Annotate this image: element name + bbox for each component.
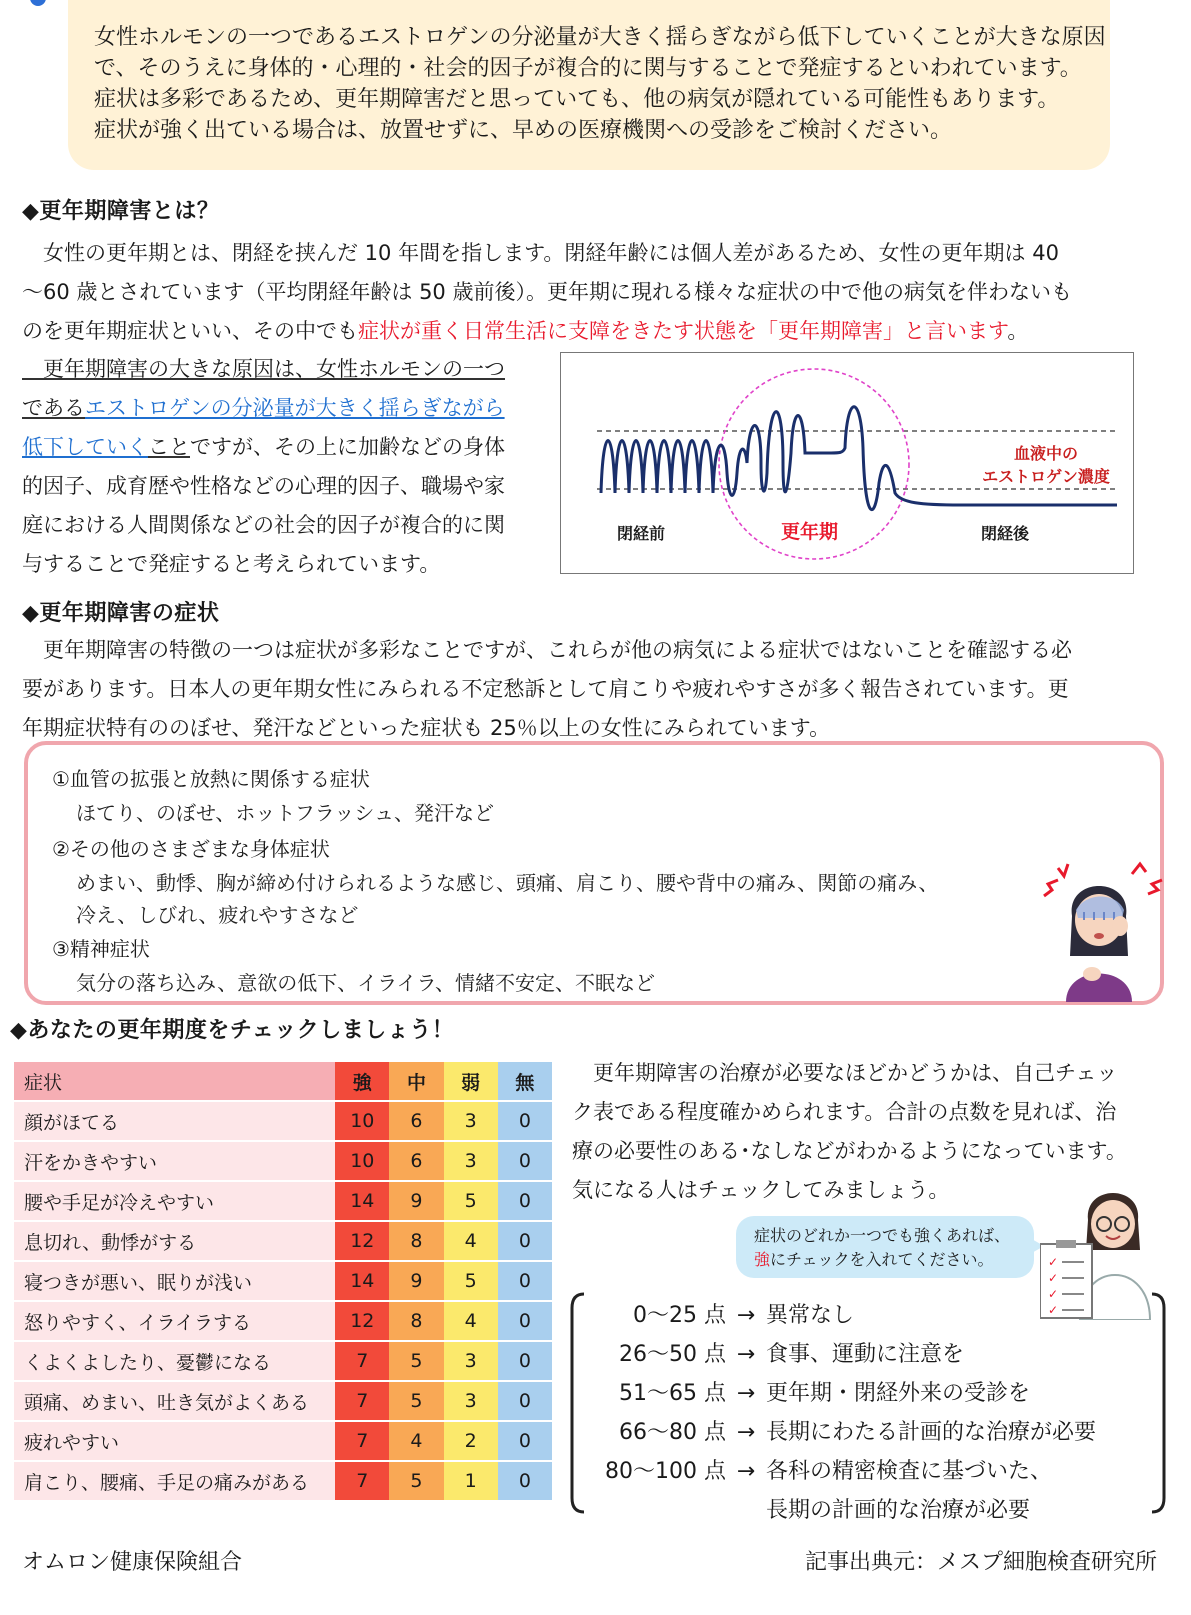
para-line: 更年期障害の大きな原因は、女性ホルモンの一つ <box>22 357 505 381</box>
cell-strong[interactable]: 12 <box>335 1222 389 1260</box>
section-heading-what-is: ◆更年期障害とは？ <box>22 199 220 224</box>
score-result: 食事、運動に注意を <box>766 1342 965 1367</box>
table-header-row <box>14 1062 552 1100</box>
cell-strong[interactable]: 14 <box>335 1182 389 1220</box>
para-line: 女性の更年期とは、閉経を挟んだ 10 年間を指します。閉経年齢には個人差があるため、女性の更年期は 40 <box>22 241 1059 265</box>
cell-strong[interactable]: 10 <box>335 1102 389 1140</box>
estrogen-link[interactable]: エストロゲンの分泌量が大きく揺らぎながら <box>85 396 505 420</box>
cell-strong[interactable]: 7 <box>335 1382 389 1420</box>
para-line: 要があります。日本人の更年期女性にみられる不定愁訴として肩こりや疲れやすさが多く報告されています。更 <box>22 677 1069 701</box>
table-row <box>14 1342 552 1380</box>
cell-none[interactable]: 0 <box>498 1302 552 1340</box>
score-result: 長期の計画的な治療が必要 <box>766 1498 1031 1523</box>
cell-weak[interactable]: 3 <box>444 1342 498 1380</box>
col-header-symptom: 症状 <box>14 1062 335 1100</box>
graph-label-menopause: 更年期 <box>781 521 839 543</box>
para-line: 的因子、成育歴や性格などの心理的因子、職場や家 <box>22 474 505 498</box>
table-row <box>14 1302 552 1340</box>
para-line: 年期症状特有ののぼせ、発汗などといった症状も 25％以上の女性にみられています。 <box>22 716 831 740</box>
score-result: 異常なし <box>766 1303 855 1328</box>
arrow-icon: → <box>736 1381 756 1406</box>
table-row <box>14 1182 552 1220</box>
table-row <box>14 1262 552 1300</box>
decline-link[interactable]: 低下していく <box>22 435 148 459</box>
cell-medium[interactable]: 8 <box>389 1302 443 1340</box>
intro-line: 症状は多彩であるため、更年期障害だと思っていても、他の病気が隠れている可能性もあります。 <box>94 87 1060 112</box>
symptom-desc: ほてり、のぼせ、ホットフラッシュ、発汗など <box>76 801 494 825</box>
cell-medium[interactable]: 9 <box>389 1182 443 1220</box>
svg-text:✓: ✓ <box>1048 1271 1059 1285</box>
text-segment: のを更年期症状といい、その中でも <box>22 319 358 343</box>
score-range: 26～50 点 <box>619 1342 726 1367</box>
text-segment: 。 <box>1007 319 1029 343</box>
score-range: 0～25 点 <box>633 1303 726 1328</box>
symptom-heading: ②その他のさまざまな身体症状 <box>52 837 330 861</box>
cell-weak[interactable]: 3 <box>444 1382 498 1420</box>
cell-none[interactable]: 0 <box>498 1102 552 1140</box>
cell-symptom: 疲れやすい <box>14 1422 335 1460</box>
symptoms-box <box>24 741 1164 1005</box>
section-heading-check: ◆あなたの更年期度をチェックしましょう！ <box>10 1018 455 1043</box>
cell-symptom: 汗をかきやすい <box>14 1142 335 1180</box>
bubble-line: 症状のどれか一つでも強くあれば、 <box>754 1226 1011 1245</box>
score-result: 更年期・閉経外来の受診を <box>766 1381 1031 1406</box>
arrow-icon: → <box>736 1342 756 1367</box>
cell-none[interactable]: 0 <box>498 1262 552 1300</box>
para-line <box>22 428 505 467</box>
cell-strong[interactable]: 7 <box>335 1342 389 1380</box>
cell-medium[interactable]: 5 <box>389 1342 443 1380</box>
para-line: ～60 歳とされています（平均閉経年齢は 50 歳前後）。更年期に現れる様々な症状の中で他の病気を伴わないも <box>22 280 1072 304</box>
para-line: 庭における人間関係などの社会的因子が複合的に関 <box>22 513 505 537</box>
col-header-medium: 中 <box>389 1062 443 1100</box>
text-segment: ですが、その上に加齢などの身体 <box>190 435 505 459</box>
para-line: 更年期障害の治療が必要なほどかどうかは、自己チェッ <box>572 1061 1118 1085</box>
cell-symptom: 腰や手足が冷えやすい <box>14 1182 335 1220</box>
cell-strong[interactable]: 10 <box>335 1142 389 1180</box>
cell-weak[interactable]: 5 <box>444 1262 498 1300</box>
para-line: 更年期障害の特徴の一つは症状が多彩なことですが、これらが他の病気による症状ではないことを確認する必 <box>22 638 1072 662</box>
cell-none[interactable]: 0 <box>498 1222 552 1260</box>
cell-symptom: 顔がほてる <box>14 1102 335 1140</box>
cell-none[interactable]: 0 <box>498 1142 552 1180</box>
score-row <box>576 1493 1030 1524</box>
doctor-speech-bubble <box>736 1216 1034 1278</box>
cell-medium[interactable]: 5 <box>389 1382 443 1420</box>
para-line: 気になる人はチェックしてみましょう。 <box>572 1178 950 1202</box>
symptom-heading: ①血管の拡張と放熱に関係する症状 <box>52 767 370 791</box>
intro-line: 女性ホルモンの一つであるエストロゲンの分泌量が大きく揺らぎながら低下していくことが大きな原因 <box>94 25 1106 50</box>
score-row <box>576 1415 1096 1446</box>
section-heading-symptoms: ◆更年期障害の症状 <box>22 601 220 626</box>
estrogen-graph <box>560 352 1134 574</box>
arrow-icon: → <box>736 1459 756 1484</box>
cell-strong[interactable]: 12 <box>335 1302 389 1340</box>
cell-none[interactable]: 0 <box>498 1422 552 1460</box>
highlight-definition: 症状が重く日常生活に支障をきたす状態を「更年期障害」と言います <box>358 319 1008 343</box>
score-row <box>576 1376 1030 1407</box>
self-check-table <box>14 1060 552 1502</box>
arrow-icon: → <box>736 1420 756 1445</box>
svg-text:✓: ✓ <box>1048 1255 1059 1269</box>
cell-symptom: 怒りやすく、イライラする <box>14 1302 335 1340</box>
symptom-desc: 冷え、しびれ、疲れやすさなど <box>76 903 359 927</box>
graph-label-line: 血液中の <box>1013 444 1078 463</box>
cell-weak[interactable]: 4 <box>444 1302 498 1340</box>
cell-medium[interactable]: 6 <box>389 1142 443 1180</box>
cell-medium[interactable]: 9 <box>389 1262 443 1300</box>
table-row <box>14 1222 552 1260</box>
arrow-icon: → <box>736 1303 756 1328</box>
cell-medium[interactable]: 6 <box>389 1102 443 1140</box>
cell-weak[interactable]: 1 <box>444 1462 498 1500</box>
para-line <box>22 389 505 428</box>
cell-symptom: くよくよしたり、憂鬱になる <box>14 1342 335 1380</box>
footer-organization: オムロン健康保険組合 <box>22 1550 243 1575</box>
symptom-desc: 気分の落ち込み、意欲の低下、イライラ、情緒不安定、不眠など <box>76 971 655 995</box>
woman-headache-illustration <box>1036 856 1164 1002</box>
cell-weak[interactable]: 4 <box>444 1222 498 1260</box>
para-line: 与することで発症すると考えられています。 <box>22 552 441 576</box>
col-header-strong: 強 <box>335 1062 389 1100</box>
col-header-weak: 弱 <box>444 1062 498 1100</box>
cell-strong[interactable]: 7 <box>335 1422 389 1460</box>
table-row <box>14 1422 552 1460</box>
score-range: 51～65 点 <box>619 1381 726 1406</box>
para-line: ク表である程度確かめられます。合計の点数を見れば、治 <box>572 1100 1117 1124</box>
cell-strong[interactable]: 14 <box>335 1262 389 1300</box>
corner-dot <box>30 0 46 6</box>
score-row <box>576 1454 1052 1485</box>
graph-label-before: 閉経前 <box>617 524 666 543</box>
score-row <box>576 1337 964 1368</box>
symptom-heading: ③精神症状 <box>52 937 150 961</box>
table-row <box>14 1102 552 1140</box>
graph-label-line: エストロゲン濃度 <box>982 467 1110 486</box>
intro-line: 症状が強く出ている場合は、放置せずに、早めの医療機関への受診をご検討ください。 <box>94 118 953 143</box>
section2-paragraph <box>22 631 1072 748</box>
para-line <box>22 312 1072 351</box>
score-range: 80～100 点 <box>605 1459 726 1484</box>
bubble-line <box>754 1248 1034 1272</box>
pain-mark-icon <box>1044 880 1058 896</box>
cell-symptom: 寝つきが悪い、眠りが浅い <box>14 1262 335 1300</box>
text-segment: にチェックを入れてください。 <box>770 1250 994 1269</box>
footer-source: 記事出典元：メスプ細胞検査研究所 <box>804 1550 1157 1575</box>
score-range: 66～80 点 <box>619 1420 726 1445</box>
cell-weak[interactable]: 3 <box>444 1142 498 1180</box>
svg-text:✓: ✓ <box>1048 1303 1059 1317</box>
cell-medium[interactable]: 4 <box>389 1422 443 1460</box>
section1-cause-paragraph <box>22 350 505 584</box>
graph-label-concentration <box>961 441 1131 487</box>
cell-symptom: 頭痛、めまい、吐き気がよくある <box>14 1382 335 1420</box>
cell-none[interactable]: 0 <box>498 1342 552 1380</box>
cell-symptom: 肩こり、腰痛、手足の痛みがある <box>14 1462 335 1500</box>
svg-text:✓: ✓ <box>1048 1287 1059 1301</box>
cell-none[interactable]: 0 <box>498 1462 552 1500</box>
cell-none[interactable]: 0 <box>498 1182 552 1220</box>
table-row <box>14 1142 552 1180</box>
table-row <box>14 1382 552 1420</box>
cell-strong[interactable]: 7 <box>335 1462 389 1500</box>
cell-medium[interactable]: 5 <box>389 1462 443 1500</box>
symptom-desc: めまい、動悸、胸が締め付けられるような感じ、頭痛、肩こり、腰や背中の痛み、関節の痛み、 <box>76 871 939 895</box>
graph-label-after: 閉経後 <box>981 524 1030 543</box>
bubble-highlight: 強 <box>754 1250 771 1269</box>
cell-weak[interactable]: 2 <box>444 1422 498 1460</box>
score-row <box>576 1298 854 1329</box>
cell-medium[interactable]: 8 <box>389 1222 443 1260</box>
intro-box <box>68 0 1110 170</box>
score-result: 各科の精密検査に基づいた、 <box>766 1459 1053 1484</box>
table-body <box>14 1102 552 1500</box>
table-row <box>14 1462 552 1500</box>
cell-none[interactable]: 0 <box>498 1382 552 1420</box>
intro-line: で、そのうえに身体的・心理的・社会的因子が複合的に関与することで発症するといわれています。 <box>94 56 1082 81</box>
col-header-none: 無 <box>498 1062 552 1100</box>
cell-symptom: 息切れ、動悸がする <box>14 1222 335 1260</box>
text-segment: こと <box>148 435 190 459</box>
score-result: 長期にわたる計画的な治療が必要 <box>766 1420 1097 1445</box>
cell-weak[interactable]: 5 <box>444 1182 498 1220</box>
section1-paragraph <box>22 234 1072 351</box>
para-line: 療の必要性のある･なしなどがわかるようになっています。 <box>572 1139 1127 1163</box>
cell-weak[interactable]: 3 <box>444 1102 498 1140</box>
text-segment: である <box>22 396 85 420</box>
